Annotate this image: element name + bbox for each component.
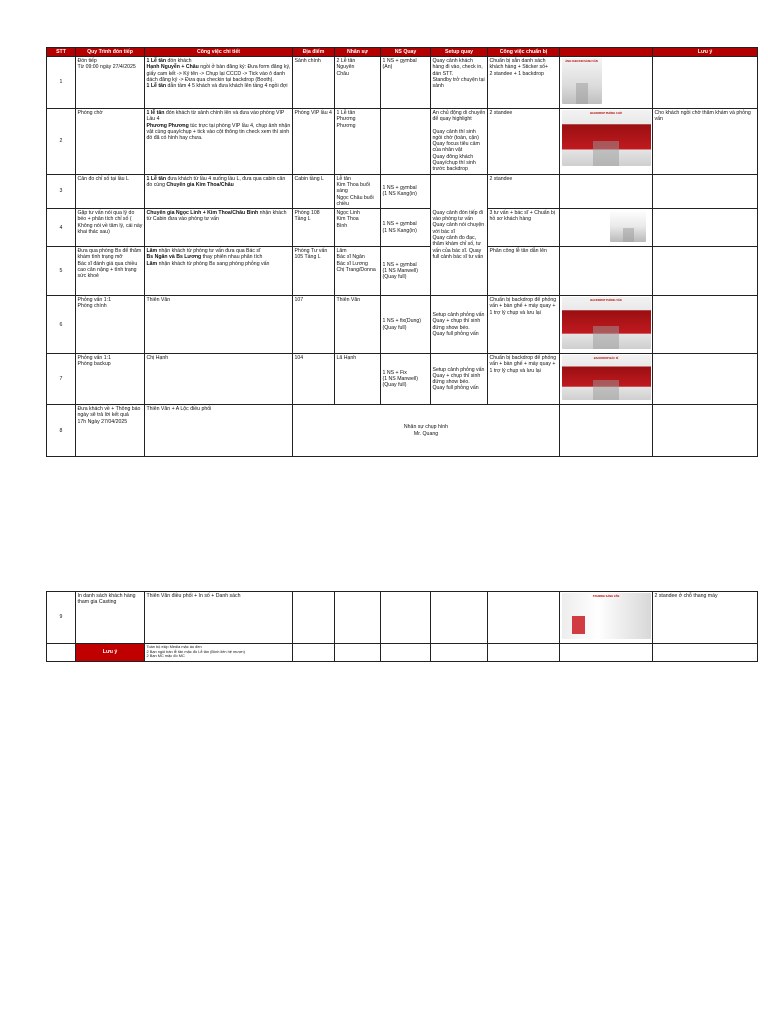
- cell-line: 3 tư vấn + bác sĩ + Chuẩn bị hồ sơ khách hàng: [489, 210, 555, 223]
- cell-line: (Quay full): [382, 324, 407, 331]
- row-process: [76, 247, 145, 296]
- row-process: In danh sách khách hàng tham gia Casting: [76, 592, 145, 644]
- cell-line: Ngọc Linh: [336, 210, 360, 217]
- row-ns-quay: [381, 109, 431, 175]
- header-ns-quay: NS Quay: [381, 48, 431, 57]
- note-label: Lưu ý: [76, 644, 145, 662]
- row-stt: 2: [47, 109, 76, 175]
- row-setup: [431, 354, 488, 405]
- cell-line: Đón tiếp: [77, 58, 97, 64]
- row-note: [653, 354, 758, 405]
- table-row: [47, 209, 758, 247]
- detail-segment: Chị Hạnh: [146, 355, 169, 362]
- cell-line: Phỏng vấn 1:1: [77, 297, 111, 304]
- detail-segment: nhận khách từ phòng Bs sang phòng phỏng vấn: [157, 260, 270, 267]
- detail-segment: 1 Lễ tân: [146, 175, 167, 182]
- note-empty-cell: [335, 644, 381, 662]
- row-note: [653, 247, 758, 296]
- cell-line: Setup cảnh phỏng vấn: [432, 312, 485, 319]
- header-staff: Nhân sự: [335, 48, 381, 57]
- row-detail: [145, 405, 293, 457]
- detail-segment: 1 Lễ tân: [146, 83, 167, 90]
- photo-detail: [593, 141, 620, 166]
- detail-segment: Lâm: [146, 260, 158, 267]
- detail-segment: nhận khách từ phòng tư vấn đưa qua Bác sĩ: [157, 248, 261, 255]
- row-process: [76, 354, 145, 405]
- row-note: [653, 296, 758, 354]
- table-row: [47, 354, 758, 405]
- cell-line: (An): [382, 64, 393, 71]
- table-row: [47, 174, 758, 208]
- row-process: [76, 57, 145, 109]
- cell-line: Phân công lễ tân dẫn lên: [489, 248, 547, 255]
- row-location: Phòng Tư vấn 105 Tầng L: [293, 247, 335, 296]
- row-note: Cho khách ngồi chờ thăm khám và phỏng vấn: [653, 109, 758, 175]
- cell-line: Châu: [336, 70, 349, 77]
- reference-photo: [562, 355, 651, 400]
- cell-line: Bình: [336, 222, 348, 229]
- cell-line: 2 standee: [489, 175, 513, 182]
- note-blank: [47, 644, 76, 662]
- schedule-table: [46, 47, 758, 457]
- detail-segment: thay phiên nhau phân tích: [201, 254, 263, 261]
- table-body: [47, 57, 758, 457]
- cell-line: (1 NS Kang(in): [382, 227, 417, 234]
- row-stt: 8: [47, 405, 76, 457]
- standee-photo: [562, 593, 651, 639]
- cell-line: Mr. Quang: [413, 430, 439, 437]
- row-image: [560, 209, 653, 247]
- cell-line: Quay focus tiêu cảm của nhân vật: [432, 141, 480, 154]
- cell-line: Từ 09:00 ngày 27/4/2025: [77, 64, 136, 71]
- cell-line: 1 NS + fix(Dung): [382, 318, 421, 325]
- row-image: [560, 247, 653, 296]
- row-setup: [431, 109, 488, 175]
- row-merged-staff: [293, 405, 560, 457]
- cell-line: Phòng chính: [77, 303, 107, 310]
- row-stt: 1: [47, 57, 76, 109]
- cell-line: Ngọc Châu buổi chiều: [336, 194, 374, 207]
- row-ns-quay: [381, 354, 431, 405]
- row-ns-quay: [381, 174, 431, 208]
- cell-line: Thiên Văn: [336, 297, 361, 304]
- row-detail: [145, 174, 293, 208]
- cell-line: Kim Thoa: [336, 216, 359, 223]
- cell-line: Quay cảnh đón tiếp đi vào phòng tư vấn: [432, 209, 483, 223]
- row-staff: [335, 296, 381, 354]
- cell-line: Kim Thoa buổi sáng: [336, 181, 370, 195]
- row-detail: Thiên Văn điều phối + In số + Danh sách: [145, 592, 293, 644]
- note-lines: [145, 644, 293, 662]
- table-row: [47, 592, 758, 644]
- cell-line: 1 NS + gymbal: [382, 58, 417, 64]
- cell-line: 1 NS + gymbal: [382, 185, 417, 192]
- schedule-table-extra: [46, 591, 758, 662]
- row-setup: [431, 57, 488, 109]
- row-setup: [431, 174, 488, 295]
- note-line: Toàn bộ ekip Media mặc áo đen: [146, 644, 202, 649]
- cell-line: 1 NS + gymbal: [382, 221, 417, 228]
- header-detail: Công việc chi tiết: [145, 48, 293, 57]
- detail-segment: đưa khách từ lầu 4 xuống lầu L, đưa qua cabin cân đo cùng: [146, 175, 286, 188]
- row-detail: [145, 296, 293, 354]
- row-location: Phòng VIP lầu 4: [293, 109, 335, 175]
- detail-segment: Lâm: [146, 248, 158, 255]
- header-stt: STT: [47, 48, 76, 57]
- cell-line: (Quay full): [382, 382, 407, 389]
- cell-line: Quay full phỏng vấn: [432, 385, 479, 392]
- row-stt: 3: [47, 174, 76, 208]
- row-ns-quay: [381, 296, 431, 354]
- cell-line: Nguyên: [336, 64, 355, 71]
- header-setup: Setup quay: [431, 48, 488, 57]
- detail-segment: Bs Ngân và Bs Lương: [146, 254, 202, 261]
- reference-photo: [562, 58, 602, 104]
- row-image: [560, 354, 653, 405]
- detail-segment: Thiên Văn: [146, 297, 171, 304]
- table-row: [47, 296, 758, 354]
- row-prep: [488, 174, 560, 208]
- row-process: [76, 174, 145, 208]
- cell-line: Phương: [336, 122, 356, 129]
- note-empty-cell: [488, 644, 560, 662]
- row-location: 107: [293, 296, 335, 354]
- cell-line: Quay cảnh đo đạc, thăm khám chỉ số, tư vấn của bác sĩ. Quay full cảnh bác sĩ tư vấn: [432, 234, 484, 260]
- reference-photo: [562, 297, 651, 349]
- cell-line: Quay cảnh khách hàng đi vào, check in, dán STT.: [432, 58, 483, 77]
- cell-line: Lã Hạnh: [336, 355, 357, 362]
- cell-line: Đưa qua phòng Bs để thăm khám tình trạng mỡ: [77, 248, 142, 261]
- cell-line: Quay cảnh thí sinh ngồi chờ (toàn, cận): [432, 128, 479, 141]
- row-staff: [335, 209, 381, 247]
- row-prep: [488, 209, 560, 247]
- header-location: Địa điểm: [293, 48, 335, 57]
- row-prep: [488, 109, 560, 175]
- cell-line: Chuẩn bị sẵn danh sách khách hàng + Sticker số+: [489, 58, 549, 71]
- row-staff: [335, 57, 381, 109]
- table-row: [47, 247, 758, 296]
- row-location: 104: [293, 354, 335, 405]
- cell-line: Chuẩn bị backdrop để phỏng vấn + bàn ghế + máy quay + 1 trợ lý chụp và lưu lại: [489, 297, 557, 316]
- cell-line: (1 NS Kang(in): [382, 191, 417, 198]
- photo-caption: STANDEE SẢNH VĂN: [592, 595, 620, 598]
- detail-segment: Thiên Văn + A Lộc điều phối: [146, 406, 212, 413]
- row-prep: [560, 405, 653, 457]
- row-detail: [145, 247, 293, 296]
- row-setup: [431, 592, 488, 644]
- header-prep: Công việc chuẩn bị: [488, 48, 560, 57]
- photo-caption: BACKDROP BÁC SĨ: [593, 357, 619, 361]
- photo-caption: BACKDROP PHỎNG VẤN: [590, 299, 622, 303]
- row-prep: [488, 354, 560, 405]
- detail-segment: ngồi ở bàn đăng ký: Đưa form đăng ký, giấy cam kết -> Ký tên -> Chụp lại CCCD -> Tick vào ô danh dách đăng ký -> Đưa qua checkin tại backdrop (Booth).: [146, 64, 291, 83]
- note-empty-cell: [560, 644, 653, 662]
- row-prep: [488, 57, 560, 109]
- detail-segment: nhận khách từ Cabin đưa vào phòng tư vấn: [146, 210, 287, 223]
- row-image: [560, 109, 653, 175]
- cell-line: Nhân sự chụp hình: [403, 424, 449, 431]
- photo-detail: [623, 228, 634, 242]
- cell-line: Phòng chờ: [77, 110, 103, 116]
- row-prep: [488, 247, 560, 296]
- cell-line: Bác sĩ Ngân: [336, 254, 365, 261]
- note-empty-cell: [653, 644, 758, 662]
- cell-line: 1 Lễ tân: [336, 110, 356, 116]
- note-empty-cell: [431, 644, 488, 662]
- header-note: Lưu ý: [653, 48, 758, 57]
- cell-line: 1 NS + gymbal: [382, 261, 417, 268]
- row-ns-quay: [381, 247, 431, 296]
- cell-line: Phương: [336, 116, 356, 123]
- row-detail: [145, 109, 293, 175]
- table-row: [47, 57, 758, 109]
- row-process: [76, 109, 145, 175]
- row-staff: [335, 247, 381, 296]
- cell-line: (1 NS Manwell): [382, 376, 418, 382]
- cell-line: Bác sĩ Lương: [336, 260, 368, 267]
- cell-line: Bác sĩ đánh giá qua chiều cao cân nặng + tình trạng sức khoẻ: [77, 260, 138, 280]
- row-detail: [145, 354, 293, 405]
- row-staff: [335, 354, 381, 405]
- row-location: [293, 592, 335, 644]
- row-image: [560, 592, 653, 644]
- photo-caption: ẢNH CHECKIN SẢNH VĂN: [565, 60, 598, 63]
- cell-line: Chuẩn bị backdrop để phỏng vấn + bàn ghế + máy quay + 1 trợ lý chụp và lưu lại: [489, 355, 557, 374]
- header-process: Quy Trình đón tiếp: [76, 48, 145, 57]
- detail-segment: Phương Phương: [146, 122, 189, 129]
- row-detail: [145, 209, 293, 247]
- photo-detail: [593, 380, 620, 400]
- cell-line: Chị Trang/Donna: [336, 267, 376, 274]
- cell-line: Setup cảnh phỏng vấn: [432, 366, 485, 373]
- cell-line: Quay đông khách: [432, 153, 474, 160]
- row-stt: 7: [47, 354, 76, 405]
- note-line: 2 Bạn MC mặc đồ MC: [146, 653, 185, 659]
- row-process: [76, 405, 145, 457]
- row-process: [76, 209, 145, 247]
- cell-line: 2 Lễ tân: [336, 58, 356, 64]
- row-prep: [488, 592, 560, 644]
- row-location: Cabin tầng L: [293, 174, 335, 208]
- cell-line: Cân đo chỉ số tại lầu L: [77, 175, 129, 182]
- cell-line: Phỏng vấn 1:1: [77, 355, 111, 362]
- reference-photo: [562, 110, 651, 166]
- note-empty-cell: [381, 644, 431, 662]
- row-stt: 5: [47, 247, 76, 296]
- header-image: [560, 48, 653, 57]
- cell-line: 2 standee + 1 backdrop: [489, 70, 544, 77]
- header-row: [47, 48, 758, 57]
- cell-line: Quay/chụp thí sinh trước backdrop: [432, 160, 476, 173]
- row-staff: [335, 592, 381, 644]
- row-image: [560, 57, 653, 109]
- cell-line: (Quay full): [382, 274, 407, 281]
- row-setup: [431, 296, 488, 354]
- detail-segment: đón khách: [166, 58, 192, 64]
- row-image: [560, 174, 653, 208]
- detail-segment: 1 Lễ tân: [146, 58, 167, 64]
- cell-line: 2 standee: [489, 110, 513, 116]
- cell-line: Gặp tư vấn nói qua lý do béo + phân tích chỉ số ( Không nói về tâm lý, cái này khai thác sau): [77, 210, 143, 236]
- note-line: 2 Bạn ngồi bàn lễ tân mặc đồ Lễ tân (Bình liên hệ mượn): [146, 648, 245, 654]
- row-location: Sảnh chính: [293, 57, 335, 109]
- cell-line: Quay cảnh nói chuyện với bác sĩ: [432, 222, 485, 235]
- detail-segment: dẫn tầm 4 5 khách và đưa khách lên tầng 4 ngồi đợi: [166, 83, 288, 90]
- row-detail: [145, 57, 293, 109]
- detail-segment: Chuyên gia Kim Thoa/Châu: [166, 181, 234, 188]
- cell-line: Standby trở chuyện tại sảnh: [432, 76, 485, 90]
- row-image: [653, 405, 758, 457]
- row-stt: 6: [47, 296, 76, 354]
- cell-line: Đưa khách về + Thông báo ngày sẽ trả lời kết quả: [77, 406, 141, 419]
- standee-shape: [572, 616, 584, 634]
- detail-segment: Hạnh Nguyễn + Châu: [146, 64, 199, 71]
- cell-line: (1 NS Manwell): [382, 268, 418, 274]
- row-ns-quay: [381, 592, 431, 644]
- detail-segment: đón khách từ sảnh chính lên và đưa vào phòng VIP Lầu 4: [146, 110, 285, 123]
- cell-line: 1 NS + Fix: [382, 369, 407, 376]
- cell-line: Phòng backup: [77, 361, 111, 368]
- row-process: [76, 296, 145, 354]
- row-note: [653, 57, 758, 109]
- row-stt: 4: [47, 209, 76, 247]
- row-note: [653, 209, 758, 247]
- photo-caption: BACKDROP PHÒNG CHỜ: [590, 112, 622, 115]
- row-location: Phòng 108 Tầng L: [293, 209, 335, 247]
- row-ns-quay: [381, 209, 431, 247]
- row-note: 2 standee ở chỗ thang máy: [653, 592, 758, 644]
- reference-photo: [610, 210, 646, 242]
- cell-line: An chủ động di chuyển để quay highlight: [432, 110, 486, 123]
- note-row: [47, 644, 758, 662]
- table-row: [47, 109, 758, 175]
- row-staff: [335, 109, 381, 175]
- row-ns-quay: [381, 57, 431, 109]
- row-image: [560, 296, 653, 354]
- cell-line: Quay full phỏng vấn: [432, 330, 479, 337]
- photo-detail: [593, 326, 620, 349]
- detail-segment: 1 lễ tân: [146, 110, 165, 116]
- detail-segment: túc trực tại phòng VIP lầu 4, chụp ảnh nhận vật cùng quay/chụp + tick vào cột thông tin check xem thí sinh đó đã có hình hay chưa.: [146, 122, 291, 142]
- photo-detail: [576, 83, 588, 104]
- note-empty-cell: [293, 644, 335, 662]
- cell-line: Lâm: [336, 248, 347, 255]
- detail-segment: Chuyên gia Ngọc Linh + Kim Thoa/Châu Bình: [146, 210, 259, 217]
- row-prep: [488, 296, 560, 354]
- row-note: [653, 174, 758, 208]
- row-stt: 9: [47, 592, 76, 644]
- table-row: [47, 405, 758, 457]
- cell-line: Quay + chụp thí sinh đứng show béo.: [432, 372, 481, 386]
- cell-line: Lễ tân: [336, 175, 351, 182]
- row-staff: [335, 174, 381, 208]
- cell-line: Quay + chụp thí sinh đứng show béo.: [432, 318, 481, 331]
- cell-line: 17h Ngày 27/04/2025: [77, 418, 128, 425]
